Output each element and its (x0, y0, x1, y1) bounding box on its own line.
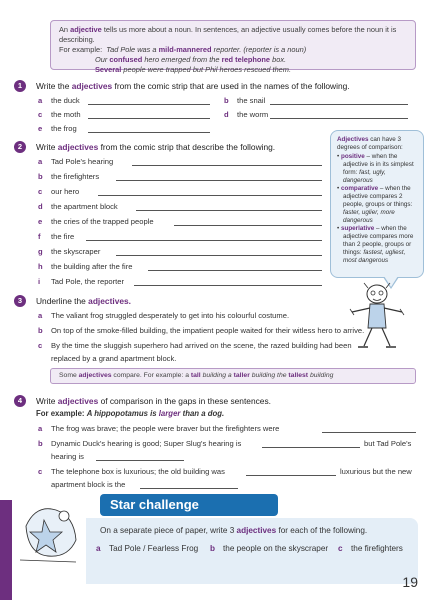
q2-item-f: f the fire (38, 232, 75, 241)
q2-answer-line-h[interactable] (148, 270, 322, 271)
tip-item-positive: • positive – when the adjective is in its simplest form: fast, ugly, dangerous (337, 153, 414, 184)
star-item-c: c the firefighters (338, 544, 403, 553)
q3-item-c-cont: replaced by a grand apartment block. (51, 354, 177, 363)
question-3-prompt: Underline the adjectives. (36, 296, 131, 306)
q1-item-c: c the moth (38, 110, 81, 119)
star-item-a: a Tad Pole / Fearless Frog (96, 544, 199, 553)
sidebar-strip (0, 500, 12, 600)
star-challenge-title: Star challenge (100, 494, 278, 516)
q4-answer-line-c1[interactable] (246, 475, 336, 476)
question-3-number: 3 (14, 295, 26, 307)
tip-list (337, 153, 417, 265)
q4-item-a: a The frog was brave; the people were braver but the firefighters were (38, 424, 280, 433)
q2-answer-line-a[interactable] (132, 165, 322, 166)
q2-answer-line-b[interactable] (116, 180, 322, 181)
question-4-number: 4 (14, 395, 26, 407)
star-challenge-instructions: On a separate piece of paper, write 3 adjectives for each of the following. (100, 526, 368, 535)
info-line-3: Our confused hero emerged from the red telephone box. (95, 55, 287, 64)
q1-answer-line-d[interactable] (270, 118, 408, 119)
q2-item-i: i Tad Pole, the reporter (38, 277, 125, 286)
q2-answer-line-c[interactable] (98, 195, 322, 196)
tip-intro: Adjectives can have 3 degrees of comparison: (337, 136, 403, 151)
star-challenge-illustration (16, 496, 92, 566)
question-1-prompt: Write the adjectives from the comic strip that are used in the names of the following. (36, 81, 350, 91)
q4-answer-line-b1[interactable] (262, 447, 360, 448)
q1-item-e: e the frog (38, 124, 77, 133)
q2-item-b: b the firefighters (38, 172, 100, 181)
q4-answer-line-c2[interactable] (140, 488, 238, 489)
q4-item-c-end: luxurious but the new (340, 467, 412, 476)
q3-item-a: a The valiant frog struggled desperately to get into his colourful costume. (38, 311, 290, 320)
q3-item-b: b On top of the smoke-filled building, the impatient people waited for their witless hero to arrive. (38, 326, 365, 335)
q4-answer-line-b2[interactable] (96, 460, 184, 461)
q2-item-a: a Tad Pole's hearing (38, 157, 114, 166)
q3-item-c: c By the time the sluggish superhero had arrived on the scene, the razed building had been (38, 341, 352, 350)
question-2-number: 2 (14, 141, 26, 153)
q2-answer-line-i[interactable] (134, 285, 322, 286)
q1-item-a: a the duck (38, 96, 80, 105)
sidebar (0, 0, 12, 600)
q4-example: For example: A hippopotamus is larger than a dog. (36, 409, 225, 418)
q1-item-b: b the snail (224, 96, 266, 105)
tip-item-comparative: • comparative – when the adjective compares 2 people, groups or things: faster, uglier, more dangerous (337, 185, 413, 224)
q4-item-b-cont: hearing is (51, 452, 84, 461)
cartoon-hero-illustration (346, 282, 408, 354)
q4-item-c: c The telephone box is luxurious; the old building was (38, 467, 225, 476)
q1-answer-line-b[interactable] (270, 104, 408, 105)
q1-item-d: d the worm (224, 110, 269, 119)
degrees-of-comparison-tip (330, 130, 424, 278)
info-box (50, 20, 416, 74)
q4-answer-line-a[interactable] (322, 432, 416, 433)
q4-item-b-end: but Tad Pole's (364, 439, 412, 448)
page-number: 19 (402, 574, 418, 590)
q4-item-c-cont: apartment block is the (51, 480, 126, 489)
info-line-1: An adjective tells us more about a noun. In sentences, an adjective usually comes before the noun it is describing. (59, 25, 397, 44)
q2-item-h: h the building after the fire (38, 262, 133, 271)
question-1-number: 1 (14, 80, 26, 92)
q2-item-e: e the cries of the trapped people (38, 217, 154, 226)
q2-answer-line-d[interactable] (136, 210, 322, 211)
q4-item-b: b Dynamic Duck's hearing is good; Super Slug's hearing is (38, 439, 242, 448)
comparison-example-box: Some adjectives compare. For example: a tall building a taller building the tallest building (50, 368, 416, 384)
question-4-prompt: Write adjectives of comparison in the gaps in these sentences. (36, 396, 271, 406)
q1-answer-line-a[interactable] (88, 104, 210, 105)
info-line-4: Several people were trapped but Phil heroes rescued them. (95, 65, 291, 74)
q1-answer-line-e[interactable] (88, 132, 210, 133)
q2-item-c: c our hero (38, 187, 80, 196)
q1-answer-line-c[interactable] (88, 118, 210, 119)
q2-answer-line-g[interactable] (116, 255, 322, 256)
q2-item-d: d the apartment block (38, 202, 118, 211)
q2-answer-line-e[interactable] (174, 225, 322, 226)
info-line-2: For example: Tad Pole was a mild-mannered reporter. (reporter is a noun) (59, 45, 307, 54)
tip-item-superlative: • superlative – when the adjective compares more than 2 people, groups or things: fastest, ugliest, most dangerous (337, 225, 414, 264)
q2-answer-line-f[interactable] (86, 240, 322, 241)
star-item-b: b the people on the skyscraper (210, 544, 329, 553)
q2-item-g: g the skyscraper (38, 247, 101, 256)
page (12, 0, 434, 600)
question-2-prompt: Write adjectives from the comic strip that describe the following. (36, 142, 276, 152)
